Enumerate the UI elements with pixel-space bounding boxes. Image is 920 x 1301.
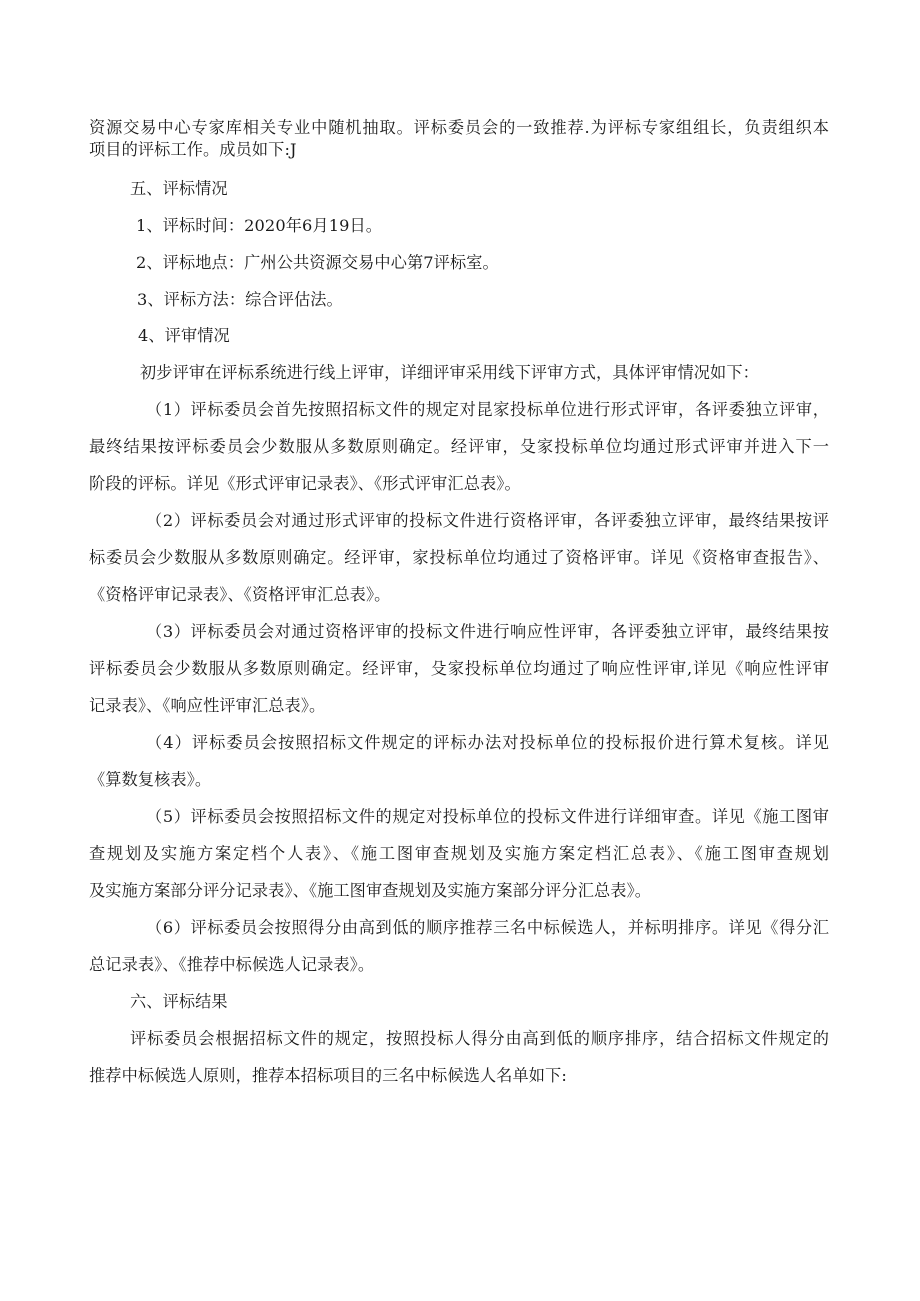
paragraph-2-line-1: （2）评标委员会对通过形式评审的投标文件进行资格评审，各评委独立评审，最终结果按评 (146, 511, 829, 530)
paragraph-2-line-3: 《资格评审记录表》、《资格评审汇总表》。 (89, 585, 391, 604)
review-time: 1、评标时间：2020年6月19日。 (136, 216, 383, 235)
review-place: 2、评标地点：广州公共资源交易中心第7评标室。 (136, 253, 499, 272)
paragraph-6-line-2: 总记录表》、《推荐中标候选人记录表》。 (89, 955, 375, 974)
review-method: 3、评标方法：综合评估法。 (137, 290, 343, 309)
paragraph-4-line-2: 《算数复核表》。 (89, 770, 212, 789)
paragraph-6-line-1: （6）评标委员会按照得分由高到低的顺序推荐三名中标候选人，并标明排序。详见《得分汇 (146, 918, 829, 937)
review-status-heading: 4、评审情况 (138, 326, 230, 345)
paragraph-3-line-3: 记录表》、《响应性评审汇总表》。 (89, 696, 326, 715)
review-intro: 初步评审在评标系统进行线上评审，详细评审采用线下评审方式，具体评审情况如下： (140, 363, 759, 382)
paragraph-5-line-3: 及实施方案部分评分记录表》、《施工图审查规划及实施方案部分评分汇总表》。 (89, 881, 652, 900)
intro-line-1: 资源交易中心专家库相关专业中随机抽取。评标委员会的一致推荐.为评标专家组组长，负责组织本 (89, 118, 829, 137)
paragraph-2-line-2: 标委员会少数服从多数原则确定。经评审，家投标单位均通过了资格评审。详见《资格审查报告》、 (89, 548, 829, 567)
paragraph-3-line-2: 评标委员会少数服从多数原则确定。经评审，殳家投标单位均通过了响应性评审,详见《响应性评审 (89, 659, 829, 678)
intro-line-2: 项目的评标工作。成员如下:J (89, 140, 297, 159)
paragraph-1-line-1: （1）评标委员会首先按照招标文件的规定对昆家投标单位进行形式评审，各评委独立评审， (146, 400, 829, 419)
section-6-heading: 六、评标结果 (130, 992, 228, 1011)
result-line-1: 评标委员会根据招标文件的规定，按照投标人得分由高到低的顺序排序，结合招标文件规定的 (130, 1029, 829, 1048)
paragraph-1-line-3: 阶段的评标。详见《形式评审记录表》、《形式评审汇总表》。 (89, 474, 521, 493)
paragraph-4-line-1: （4）评标委员会按照招标文件规定的评标办法对投标单位的投标报价进行算术复核。详见 (146, 733, 829, 752)
paragraph-5-line-1: （5）评标委员会按照招标文件的规定对投标单位的投标文件进行详细审查。详见《施工图审 (146, 807, 829, 826)
section-5-heading: 五、评标情况 (130, 179, 228, 198)
paragraph-5-line-2: 查规划及实施方案定档个人表》、《施工图审查规划及实施方案定档汇总表》、《施工图审查规划 (89, 844, 829, 863)
paragraph-1-line-2: 最终结果按评标委员会少数服从多数原则确定。经评审，殳家投标单位均通过形式评审并进入下一 (89, 437, 829, 456)
paragraph-3-line-1: （3）评标委员会对通过资格评审的投标文件进行响应性评审，各评委独立评审，最终结果按 (146, 622, 829, 641)
result-line-2: 推荐中标候选人原则，推荐本招标项目的三名中标候选人名单如下: (89, 1066, 567, 1085)
